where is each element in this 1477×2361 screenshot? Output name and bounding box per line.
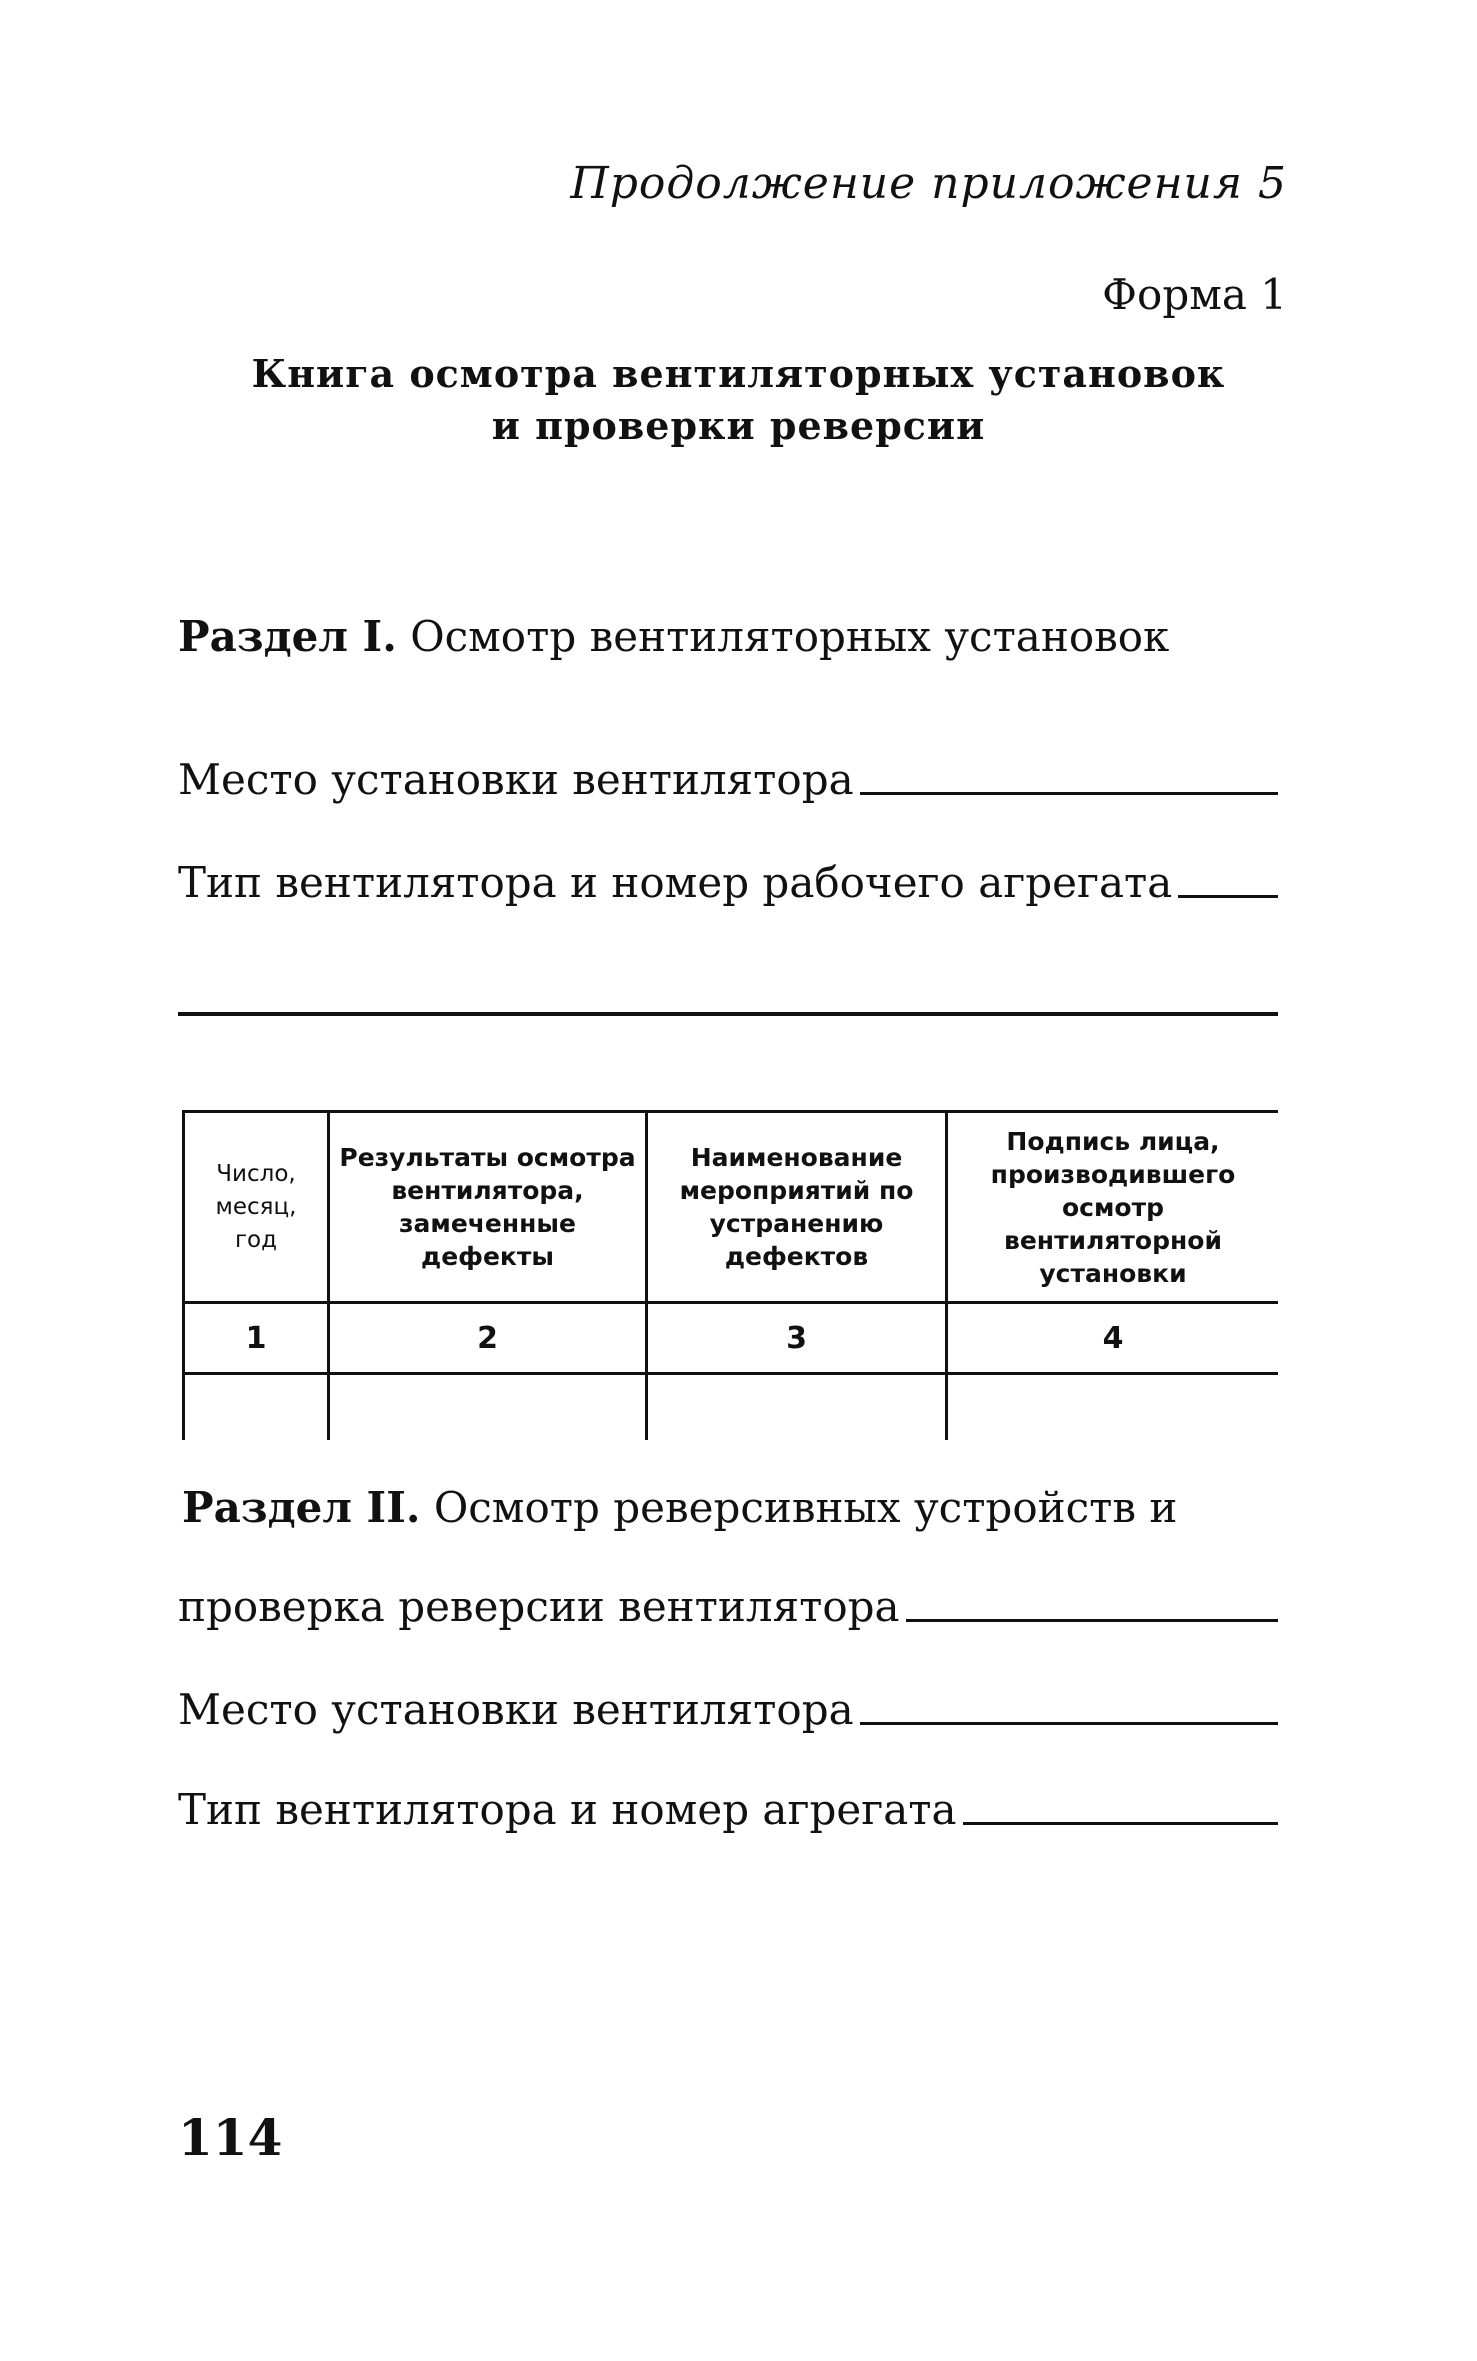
column-number-3: 3	[647, 1303, 947, 1374]
table-cell-blank[interactable]	[947, 1374, 1279, 1441]
section-1-title: Осмотр вентиляторных установок	[410, 612, 1170, 661]
field-fan-type-2	[178, 1785, 1278, 1834]
column-number-4: 4	[947, 1303, 1279, 1374]
field-fan-location-label: Место установки вентилятора	[178, 755, 854, 804]
page-number: 114	[178, 2108, 283, 2167]
table-cell-blank[interactable]	[329, 1374, 647, 1441]
document-title	[0, 348, 1477, 452]
field-fan-location-2	[178, 1685, 1278, 1734]
header-date: Число, месяц, год	[184, 1112, 329, 1303]
section-1-number: Раздел I.	[178, 612, 397, 661]
header-measures: Наименование мероприятий по устранению дефектов	[647, 1112, 947, 1303]
field-fan-type-2-label: Тип вентилятора и номер агрегата	[178, 1785, 957, 1834]
field-reverse-check	[178, 1582, 1278, 1631]
table-cell-blank[interactable]	[647, 1374, 947, 1441]
field-fan-type	[178, 858, 1278, 907]
field-fan-location-blank[interactable]	[860, 792, 1278, 795]
table-cell-blank[interactable]	[184, 1374, 329, 1441]
title-line-1: Книга осмотра вентиляторных установок	[251, 351, 1226, 396]
title-line-2: и проверки реверсии	[491, 403, 986, 448]
field-fan-location-2-label: Место установки вентилятора	[178, 1685, 854, 1734]
field-fan-location-2-blank[interactable]	[860, 1722, 1278, 1725]
field-fan-type-blank[interactable]	[1178, 895, 1278, 898]
field-fan-type-2-blank[interactable]	[963, 1822, 1278, 1825]
section-2-heading	[182, 1483, 1177, 1532]
header-signature: Подпись лица, производившего осмотр вентиляторной установки	[947, 1112, 1279, 1303]
section-2-number: Раздел II.	[182, 1483, 421, 1532]
section-2-title: Осмотр реверсивных устройств и	[433, 1483, 1178, 1532]
field-reverse-check-blank[interactable]	[906, 1619, 1278, 1622]
column-number-1: 1	[184, 1303, 329, 1374]
header-results: Результаты осмотра вентилятора, замеченные дефекты	[329, 1112, 647, 1303]
fill-line-continuation[interactable]	[178, 1012, 1278, 1016]
continuation-header: Продолжение приложения 5	[570, 158, 1287, 209]
field-fan-location	[178, 755, 1278, 804]
form-label: Форма 1	[1102, 270, 1287, 319]
section-1-heading	[178, 612, 1169, 661]
field-reverse-check-label: проверка реверсии вентилятора	[178, 1582, 900, 1631]
field-fan-type-label: Тип вентилятора и номер рабочего агрегата	[178, 858, 1173, 907]
inspection-table	[182, 1110, 1278, 1440]
column-number-2: 2	[329, 1303, 647, 1374]
